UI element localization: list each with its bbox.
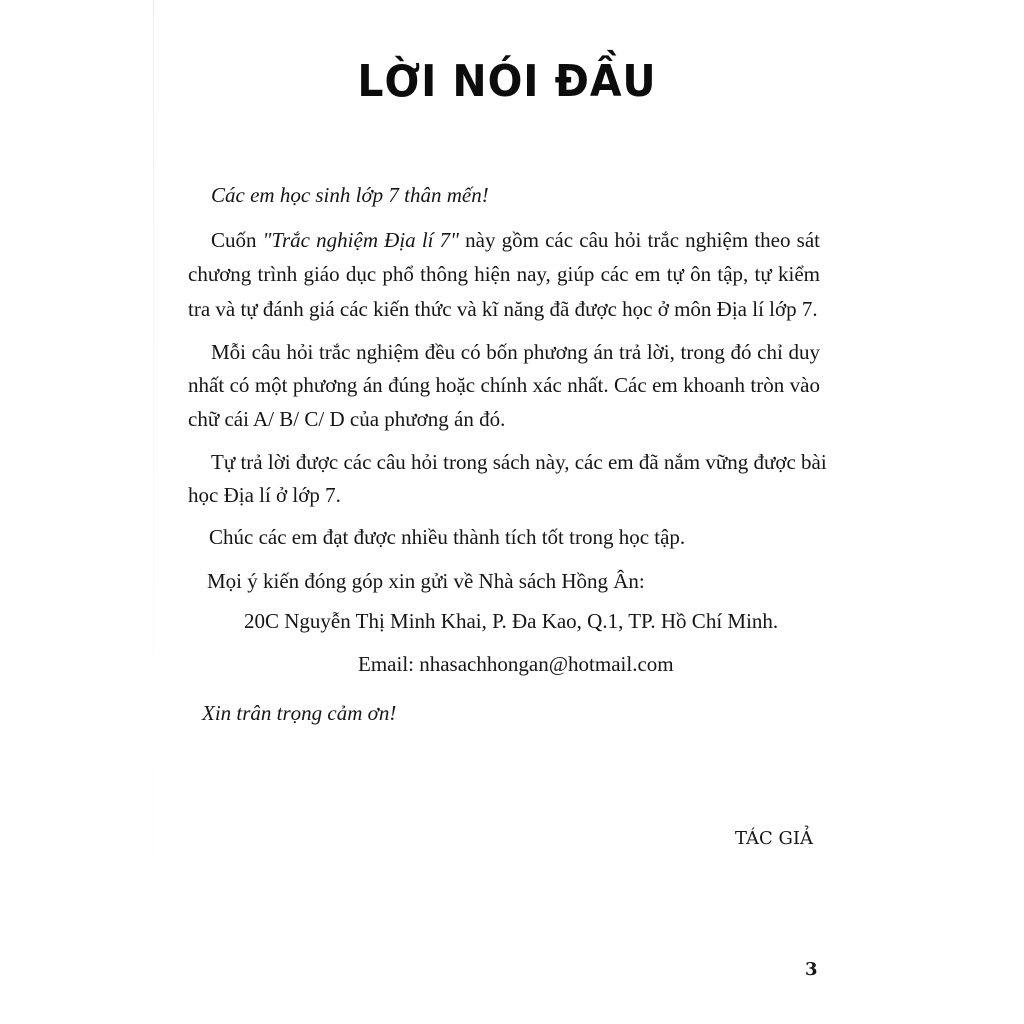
page-number: 3 <box>805 959 818 980</box>
thanks-line: Xin trân trọng cảm ơn! <box>202 701 397 725</box>
paragraph1-intro: Cuốn <box>211 228 263 252</box>
paragraph1-line1-rest: này gồm các câu hỏi trắc nghiệm theo sát <box>458 228 820 252</box>
paragraph1-line3: tra và tự đánh giá các kiến thức và kĩ năng đã được học ở môn Địa lí lớp 7. <box>188 297 818 321</box>
paragraph2-line1: Mỗi câu hỏi trắc nghiệm đều có bốn phương án trả lời, trong đó chỉ duy <box>211 340 820 364</box>
book-title: "Trắc nghiệm Địa lí 7" <box>262 228 459 252</box>
page-title: LỜI NÓI ĐẦU <box>357 56 657 107</box>
paragraph2-line2: nhất có một phương án đúng hoặc chính xác nhất. Các em khoanh tròn vào <box>188 373 820 397</box>
publisher-email: Email: nhasachhongan@hotmail.com <box>358 652 674 676</box>
page-edge-line <box>153 0 154 1024</box>
wish-line: Chúc các em đạt được nhiều thành tích tốt trong học tập. <box>209 525 686 549</box>
paragraph1-line1 <box>188 228 820 252</box>
paragraph1-line2: chương trình giáo dục phổ thông hiện nay, giúp các em tự ôn tập, tự kiểm <box>188 262 820 286</box>
contact-intro: Mọi ý kiến đóng góp xin gửi về Nhà sách Hồng Ân: <box>207 569 645 593</box>
author-signature: TÁC GIẢ <box>735 828 814 849</box>
greeting: Các em học sinh lớp 7 thân mến! <box>211 183 489 207</box>
publisher-address: 20C Nguyễn Thị Minh Khai, P. Đa Kao, Q.1, TP. Hồ Chí Minh. <box>244 609 779 633</box>
paragraph3-line2: học Địa lí ở lớp 7. <box>188 483 341 507</box>
paragraph2-line3: chữ cái A/ B/ C/ D của phương án đó. <box>188 407 506 431</box>
paragraph3-line1: Tự trả lời được các câu hỏi trong sách này, các em đã nắm vững được bài <box>211 450 827 474</box>
